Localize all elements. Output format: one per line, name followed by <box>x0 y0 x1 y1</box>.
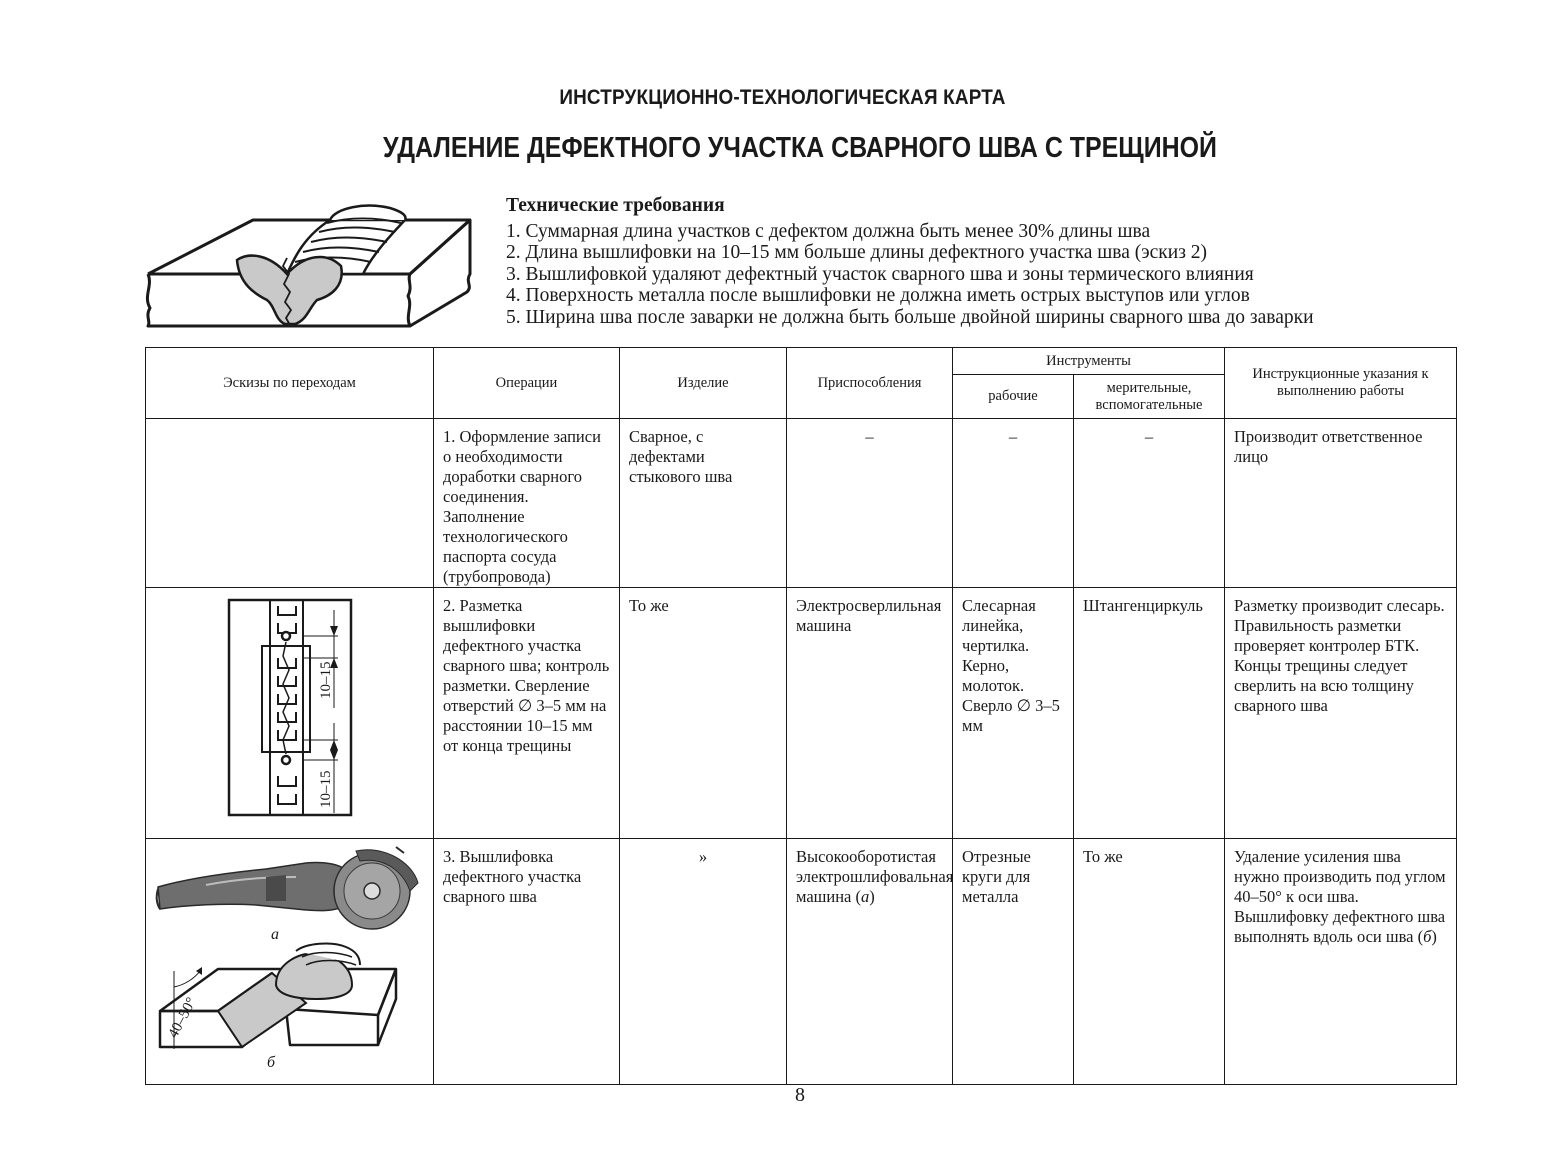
header-tools: Инструменты <box>953 348 1225 375</box>
sketch-cell-empty <box>146 419 434 588</box>
fixtures-cell: Электросверлильная машина <box>787 588 953 839</box>
product-cell: То же <box>620 588 787 839</box>
sketch-label-a: а <box>271 926 279 943</box>
card-subtitle: УДАЛЕНИЕ ДЕФЕКТНОГО УЧАСТКА СВАРНОГО ШВА С ТРЕЩИНОЙ <box>382 132 1217 164</box>
fixtures-cell: – <box>787 419 953 588</box>
operation-cell: 1. Оформление записи о необходимости доработки сварного соединения. Заполнение технологического паспорта сосуда (трубопровода) <box>434 419 620 588</box>
angle-label: 40–50° <box>165 994 200 1041</box>
instructions-cell <box>1225 839 1457 1085</box>
header-operations: Операции <box>434 348 620 419</box>
card-title: ИНСТРУКЦИОННО-ТЕХНОЛОГИЧЕСКАЯ КАРТА <box>559 86 1006 109</box>
instructions-text: Удаление усиления шва нужно производить под углом 40–50° к оси шва. Вышлифовку дефектного шва выполнять вдоль оси шва ( <box>1234 847 1446 946</box>
header-fixtures: Приспособления <box>787 348 953 419</box>
marking-sketch <box>146 588 434 833</box>
instructions-ref: б <box>1423 927 1432 946</box>
sketch-cell <box>146 588 434 839</box>
operation-cell: 3. Вышлифовка дефектного участка сварного шва <box>434 839 620 1085</box>
technical-requirements <box>506 195 1314 328</box>
product-cell: » <box>620 839 787 1085</box>
page-number: 8 <box>795 1084 805 1106</box>
tools-measuring-cell: Штангенциркуль <box>1074 588 1225 839</box>
product-cell: Сварное, с дефектами стыкового шва <box>620 419 787 588</box>
dimension-label-bottom: 10–15 <box>318 770 334 808</box>
tools-measuring-cell: То же <box>1074 839 1225 1085</box>
tools-working-cell: – <box>953 419 1074 588</box>
sketch-label-b: б <box>267 1054 276 1071</box>
angle-grinder-icon <box>157 847 418 929</box>
table-row <box>146 419 1457 588</box>
requirements-heading: Технические требования <box>506 195 725 216</box>
grinding-sketch <box>146 839 434 1079</box>
requirement-item: 5. Ширина шва после заварки не должна быть больше двойной ширины сварного шва до заварки <box>506 306 1314 328</box>
fixtures-cell <box>787 839 953 1085</box>
instructions-text-end: ) <box>1431 927 1437 946</box>
fixtures-text-end: ) <box>869 887 875 906</box>
instructions-cell: Разметку производит слесарь. Правильность разметки проверяет контролер БТК. Концы трещины следует сверлить на всю толщину сварного шва <box>1225 588 1457 839</box>
header-product: Изделие <box>620 348 787 419</box>
tools-working-cell: Отрезные круги для металла <box>953 839 1074 1085</box>
header-sketches: Эскизы по переходам <box>146 348 434 419</box>
header-tools-working: рабочие <box>953 375 1074 419</box>
instructions-cell: Производит ответственное лицо <box>1225 419 1457 588</box>
requirement-item: 4. Поверхность металла после вышлифовки не должна иметь острых выступов или углов <box>506 285 1250 306</box>
fixtures-text: Высокооборотистая электрошлифовальная машина ( <box>796 847 954 906</box>
tools-working-cell: Слесарная линейка, чертилка. Керно, молоток. Сверло ∅ 3–5 мм <box>953 588 1074 839</box>
table-row <box>146 839 1457 1085</box>
header-instructions: Инструкционные указания к выполнению работы <box>1225 348 1457 419</box>
tools-measuring-cell: – <box>1074 419 1225 588</box>
dimension-label-top: 10–15 <box>318 661 334 699</box>
technology-card-table <box>145 347 1457 1085</box>
weld-crack-illustration <box>145 196 475 331</box>
requirement-item: 2. Длина вышлифовки на 10–15 мм больше длины дефектного участка шва (эскиз 2) <box>506 242 1208 263</box>
sketch-cell <box>146 839 434 1085</box>
operation-cell: 2. Разметка вышлифовки дефектного участка сварного шва; контроль разметки. Сверление отверстий ∅ 3–5 мм на расстоянии 10–15 мм от конца трещины <box>434 588 620 839</box>
header-tools-measuring: мерительные, вспомогательные <box>1074 375 1225 419</box>
fixtures-ref: а <box>860 887 870 906</box>
requirement-item: 1. Суммарная длина участков с дефектом должна быть менее 30% длины шва <box>506 220 1151 242</box>
requirement-item: 3. Вышлифовкой удаляют дефектный участок сварного шва и зоны термического влияния <box>506 263 1254 285</box>
table-row <box>146 588 1457 839</box>
